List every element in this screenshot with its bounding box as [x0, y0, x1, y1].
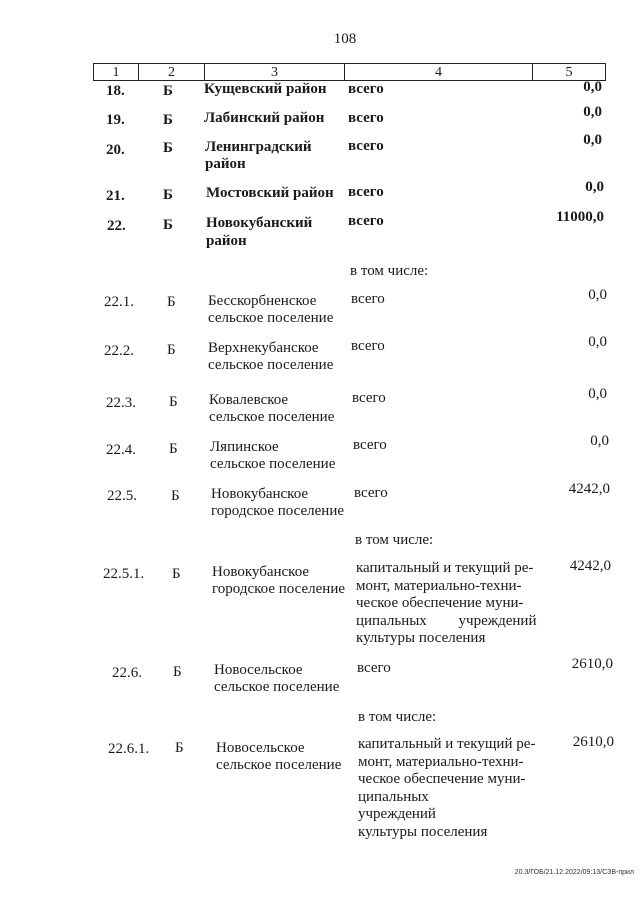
row-number: 22.5.1.: [103, 566, 145, 582]
row-description: всего: [353, 437, 387, 453]
row-value: 0,0: [588, 334, 607, 350]
row-number: 22.6.1.: [108, 741, 150, 757]
row-number: 22.3.: [106, 395, 136, 411]
row-name-line-2: сельское поселение: [208, 310, 334, 326]
row-category: Б: [163, 217, 173, 233]
row-description: всего: [348, 81, 384, 97]
row-name-line-1: Бесскорбненское: [208, 293, 317, 309]
subtotal-note: в том числе:: [358, 709, 437, 725]
row-value: 0,0: [585, 179, 604, 195]
row-name-line-2: сельское поселение: [214, 679, 340, 695]
row-value: 0,0: [583, 79, 602, 95]
row-description: всего: [352, 390, 386, 406]
row-category: Б: [163, 140, 173, 156]
row-name-line-1: Ляпинское: [210, 439, 279, 455]
row-number: 18.: [106, 83, 125, 99]
header-col-1: 1: [94, 64, 139, 80]
row-name-line-1: Новокубанское: [212, 564, 310, 580]
row-number: 22.5.: [107, 488, 137, 504]
page-number: 108: [333, 31, 357, 47]
row-name: Мостовский район: [206, 185, 334, 201]
row-number: 20.: [106, 142, 125, 158]
row-value: 0,0: [588, 287, 607, 303]
row-number: 19.: [106, 112, 125, 128]
row-name: Лабинский район: [204, 110, 325, 126]
description-line: капитальный и текущий ре-: [358, 736, 536, 752]
row-category: Б: [171, 488, 180, 504]
row-description: всего: [348, 184, 384, 200]
row-name-line-1: Ковалевское: [209, 392, 289, 408]
row-value: 2610,0: [571, 656, 613, 672]
row-category: Б: [169, 394, 178, 410]
row-value: 2610,0: [572, 734, 614, 750]
row-description: всего: [351, 338, 385, 354]
row-value: 0,0: [590, 433, 609, 449]
row-value: 4242,0: [569, 558, 611, 574]
row-category: Б: [163, 83, 173, 99]
row-name-line-2: городское поселение: [211, 503, 345, 519]
row-name-line-1: Новокубанский: [206, 215, 313, 231]
row-category: Б: [163, 112, 173, 128]
table-header: [93, 63, 606, 81]
row-name-line-2: район: [205, 156, 246, 172]
description-line: ципальных учреждений: [356, 612, 537, 629]
subtotal-note: в том числе:: [355, 532, 434, 548]
row-number: 22.: [107, 218, 126, 234]
row-name-line-2: сельское поселение: [210, 456, 336, 472]
row-number: 22.1.: [104, 294, 134, 310]
description-line: монт, материально-техни-: [358, 753, 524, 770]
row-description: всего: [354, 485, 388, 501]
row-description: всего: [348, 138, 384, 154]
row-number: 21.: [106, 188, 125, 204]
row-name: Кущевский район: [204, 81, 327, 97]
row-category: Б: [175, 740, 184, 756]
header-col-3: 3: [205, 64, 345, 80]
row-category: Б: [172, 566, 181, 582]
row-value: 0,0: [583, 132, 602, 148]
header-col-5: 5: [565, 65, 573, 80]
row-name-line-2: городское поселение: [212, 581, 346, 597]
row-name-line-1: Ленинградский: [205, 139, 312, 155]
row-name-line-1: Новокубанское: [211, 486, 309, 502]
description-line: капитальный и текущий ре-: [356, 560, 534, 576]
description-line: ципальных учреждений: [358, 788, 436, 822]
row-description: всего: [351, 291, 385, 307]
row-value: 0,0: [583, 104, 602, 120]
row-number: 22.6.: [112, 665, 142, 681]
description-line: ческое обеспечение муни-: [358, 771, 526, 787]
row-value: 4242,0: [568, 481, 610, 497]
subtotal-note: в том числе:: [350, 263, 429, 279]
description-line: монт, материально-техни-: [356, 577, 522, 594]
row-name-line-2: сельское поселение: [209, 409, 335, 425]
row-description: [356, 560, 538, 648]
row-number: 22.2.: [104, 343, 134, 359]
row-number: 22.4.: [106, 442, 136, 458]
row-value: 0,0: [588, 386, 607, 402]
header-col-4: 4: [345, 64, 533, 80]
row-description: [358, 736, 540, 841]
row-name-line-2: сельское поселение: [216, 757, 342, 773]
row-category: Б: [173, 664, 182, 680]
description-line: культуры поселения: [356, 630, 486, 646]
row-category: Б: [169, 441, 178, 457]
row-value: 11000,0: [556, 209, 604, 225]
document-stamp: 20.3/ГОБ/21.12.2022/09:13/СЗВ-прил: [514, 869, 634, 876]
row-description: всего: [348, 213, 384, 229]
row-description: всего: [348, 110, 384, 126]
row-category: Б: [163, 187, 173, 203]
header-col-2: 2: [139, 64, 205, 80]
row-name-line-2: район: [206, 233, 247, 249]
row-description: всего: [357, 660, 391, 676]
row-name-line-1: Новосельское: [214, 662, 303, 678]
row-category: Б: [167, 294, 176, 310]
row-category: Б: [167, 342, 176, 358]
row-name-line-1: Верхнекубанское: [208, 340, 319, 356]
description-line: ческое обеспечение муни-: [356, 595, 524, 611]
row-name-line-1: Новосельское: [216, 740, 305, 756]
row-name-line-2: сельское поселение: [208, 357, 334, 373]
description-line: культуры поселения: [358, 823, 488, 840]
